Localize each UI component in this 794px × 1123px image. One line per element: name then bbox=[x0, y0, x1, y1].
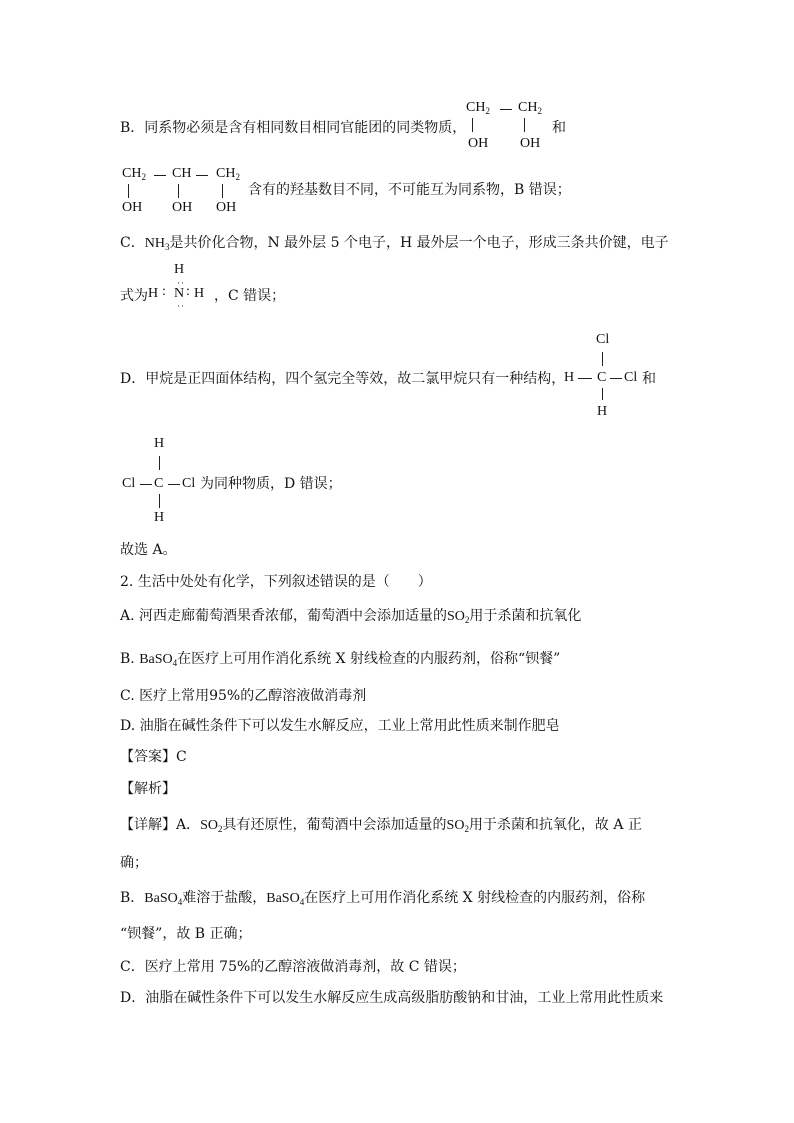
b-text-1: B．同系物必须是含有相同数目相同官能团的同类物质， bbox=[120, 120, 467, 136]
bond bbox=[472, 118, 473, 132]
baso4-formula: BaSO$_4$ bbox=[144, 891, 183, 907]
hydrogen-atom: H bbox=[154, 436, 165, 451]
bond bbox=[222, 184, 223, 198]
glycerol-structure bbox=[122, 166, 250, 222]
d-and: 和 bbox=[642, 371, 656, 387]
b-explanation-line1 bbox=[120, 118, 466, 138]
option-a: A. 河西走廊葡萄酒果香浓郁，葡萄酒中会添加适量的$SO_2$用于杀菌和抗氧化 bbox=[120, 608, 582, 625]
nitrogen-atom: N bbox=[174, 286, 185, 301]
hydroxyl-group: OH bbox=[520, 136, 541, 151]
electron-pair: ·· bbox=[177, 278, 185, 288]
d-explanation-line2: 为同种物质，D 错误； bbox=[200, 476, 342, 492]
nh3-electron-formula bbox=[148, 262, 210, 312]
c-explanation-line2: 式为 bbox=[120, 288, 148, 304]
ethanediol-structure bbox=[466, 100, 556, 156]
chlorine-atom: Cl bbox=[182, 476, 196, 491]
bond bbox=[140, 484, 152, 485]
chlorine-atom: Cl bbox=[596, 332, 610, 347]
c-explanation-end: ，C 错误； bbox=[214, 288, 286, 304]
ch2-group-b: $CH_2$ bbox=[518, 100, 542, 116]
analysis-heading: 【解析】 bbox=[120, 781, 176, 797]
baso4-formula: BaSO$_4$ bbox=[139, 652, 178, 668]
detail-a-line2: 确； bbox=[120, 855, 148, 871]
baso4-formula: BaSO$_4$ bbox=[266, 891, 305, 907]
bond bbox=[178, 184, 179, 198]
bond bbox=[159, 456, 160, 470]
detail-b-line2: “钡餐”，故 B 正确； bbox=[120, 926, 252, 942]
nh3-formula: $NH_3$ bbox=[144, 236, 170, 252]
hydroxyl-group: OH bbox=[172, 200, 193, 215]
c-explanation-line1: C．$NH_3$是共价化合物，N 最外层 5 个电子，H 最外层一个电子，形成三条共价键，电子 bbox=[120, 235, 669, 252]
chlorine-atom: Cl bbox=[624, 370, 638, 385]
hydrogen-atom: H bbox=[174, 262, 185, 277]
option-d: D. 油脂在碱性条件下可以发生水解反应，工业上常用此性质来制作肥皂 bbox=[120, 718, 560, 734]
d-explanation-line1: D．甲烷是正四面体结构，四个氢完全等效，故二氯甲烷只有一种结构， bbox=[120, 371, 566, 387]
hydrogen-atom: H bbox=[148, 286, 159, 301]
detail-a-line1: 【详解】A．$SO_2$具有还原性，葡萄酒中会添加适量的$SO_2$用于杀菌和抗氧化，故 A 正 bbox=[120, 817, 642, 834]
ch2-group-a: $CH_2$ bbox=[466, 100, 490, 116]
answer: 【答案】C bbox=[120, 749, 187, 765]
electron-pair: : bbox=[162, 284, 166, 299]
bond bbox=[159, 494, 160, 508]
electron-pair: ·· bbox=[177, 301, 185, 311]
bond bbox=[168, 484, 180, 485]
hydrogen-atom: H bbox=[597, 404, 608, 419]
b-and: 和 bbox=[552, 120, 566, 136]
ch2-group: $CH_2$ bbox=[122, 166, 146, 182]
bond bbox=[128, 184, 129, 198]
chlorine-atom: Cl bbox=[122, 476, 136, 491]
detail-b-line1: B．BaSO$_4$难溶于盐酸，BaSO$_4$在医疗上可用作消化系统 X 射线检查的内服药剂，俗称 bbox=[120, 890, 646, 907]
option-b: B. BaSO$_4$在医疗上可用作消化系统 X 射线检查的内服药剂，俗称“钡餐” bbox=[120, 651, 561, 668]
bond bbox=[610, 378, 622, 379]
b-explanation-line2: 含有的羟基数目不同，不可能互为同系物，B 错误； bbox=[248, 182, 571, 198]
so2-formula: $SO_2$ bbox=[446, 818, 469, 834]
bond bbox=[578, 378, 592, 379]
carbon-atom: C bbox=[154, 476, 164, 491]
option-c: C. 医疗上常用95%的乙醇溶液做消毒剂 bbox=[120, 688, 367, 704]
ch-group: CH bbox=[172, 166, 192, 181]
detail-d: D．油脂在碱性条件下可以发生水解反应生成高级脂肪酸钠和甘油，工业上常用此性质来 bbox=[120, 990, 664, 1006]
so2-formula: $SO_2$ bbox=[447, 609, 470, 625]
hydroxyl-group: OH bbox=[468, 136, 489, 151]
ch2-group: $CH_2$ bbox=[216, 166, 240, 182]
hydrogen-atom: H bbox=[564, 370, 575, 385]
electron-pair: : bbox=[186, 284, 190, 299]
so2-formula: $SO_2$ bbox=[200, 818, 223, 834]
hydroxyl-group: OH bbox=[122, 200, 143, 215]
bond bbox=[602, 388, 603, 400]
question-2-stem: 2. 生活中处处有化学，下列叙述错误的是（ ） bbox=[120, 574, 432, 590]
conclusion: 故选 A。 bbox=[120, 542, 177, 558]
dichloromethane-structure-1 bbox=[564, 332, 644, 422]
bond bbox=[196, 175, 208, 176]
dichloromethane-structure-2 bbox=[122, 436, 208, 526]
bond bbox=[602, 352, 603, 366]
carbon-atom: C bbox=[597, 370, 607, 385]
hydroxyl-group: OH bbox=[216, 200, 237, 215]
hydrogen-atom: H bbox=[194, 286, 205, 301]
detail-c: C．医疗上常用 75%的乙醇溶液做消毒剂，故 C 错误； bbox=[120, 959, 466, 975]
hydrogen-atom: H bbox=[154, 510, 165, 525]
bond bbox=[524, 118, 525, 132]
bond bbox=[500, 109, 512, 110]
bond bbox=[154, 175, 166, 176]
